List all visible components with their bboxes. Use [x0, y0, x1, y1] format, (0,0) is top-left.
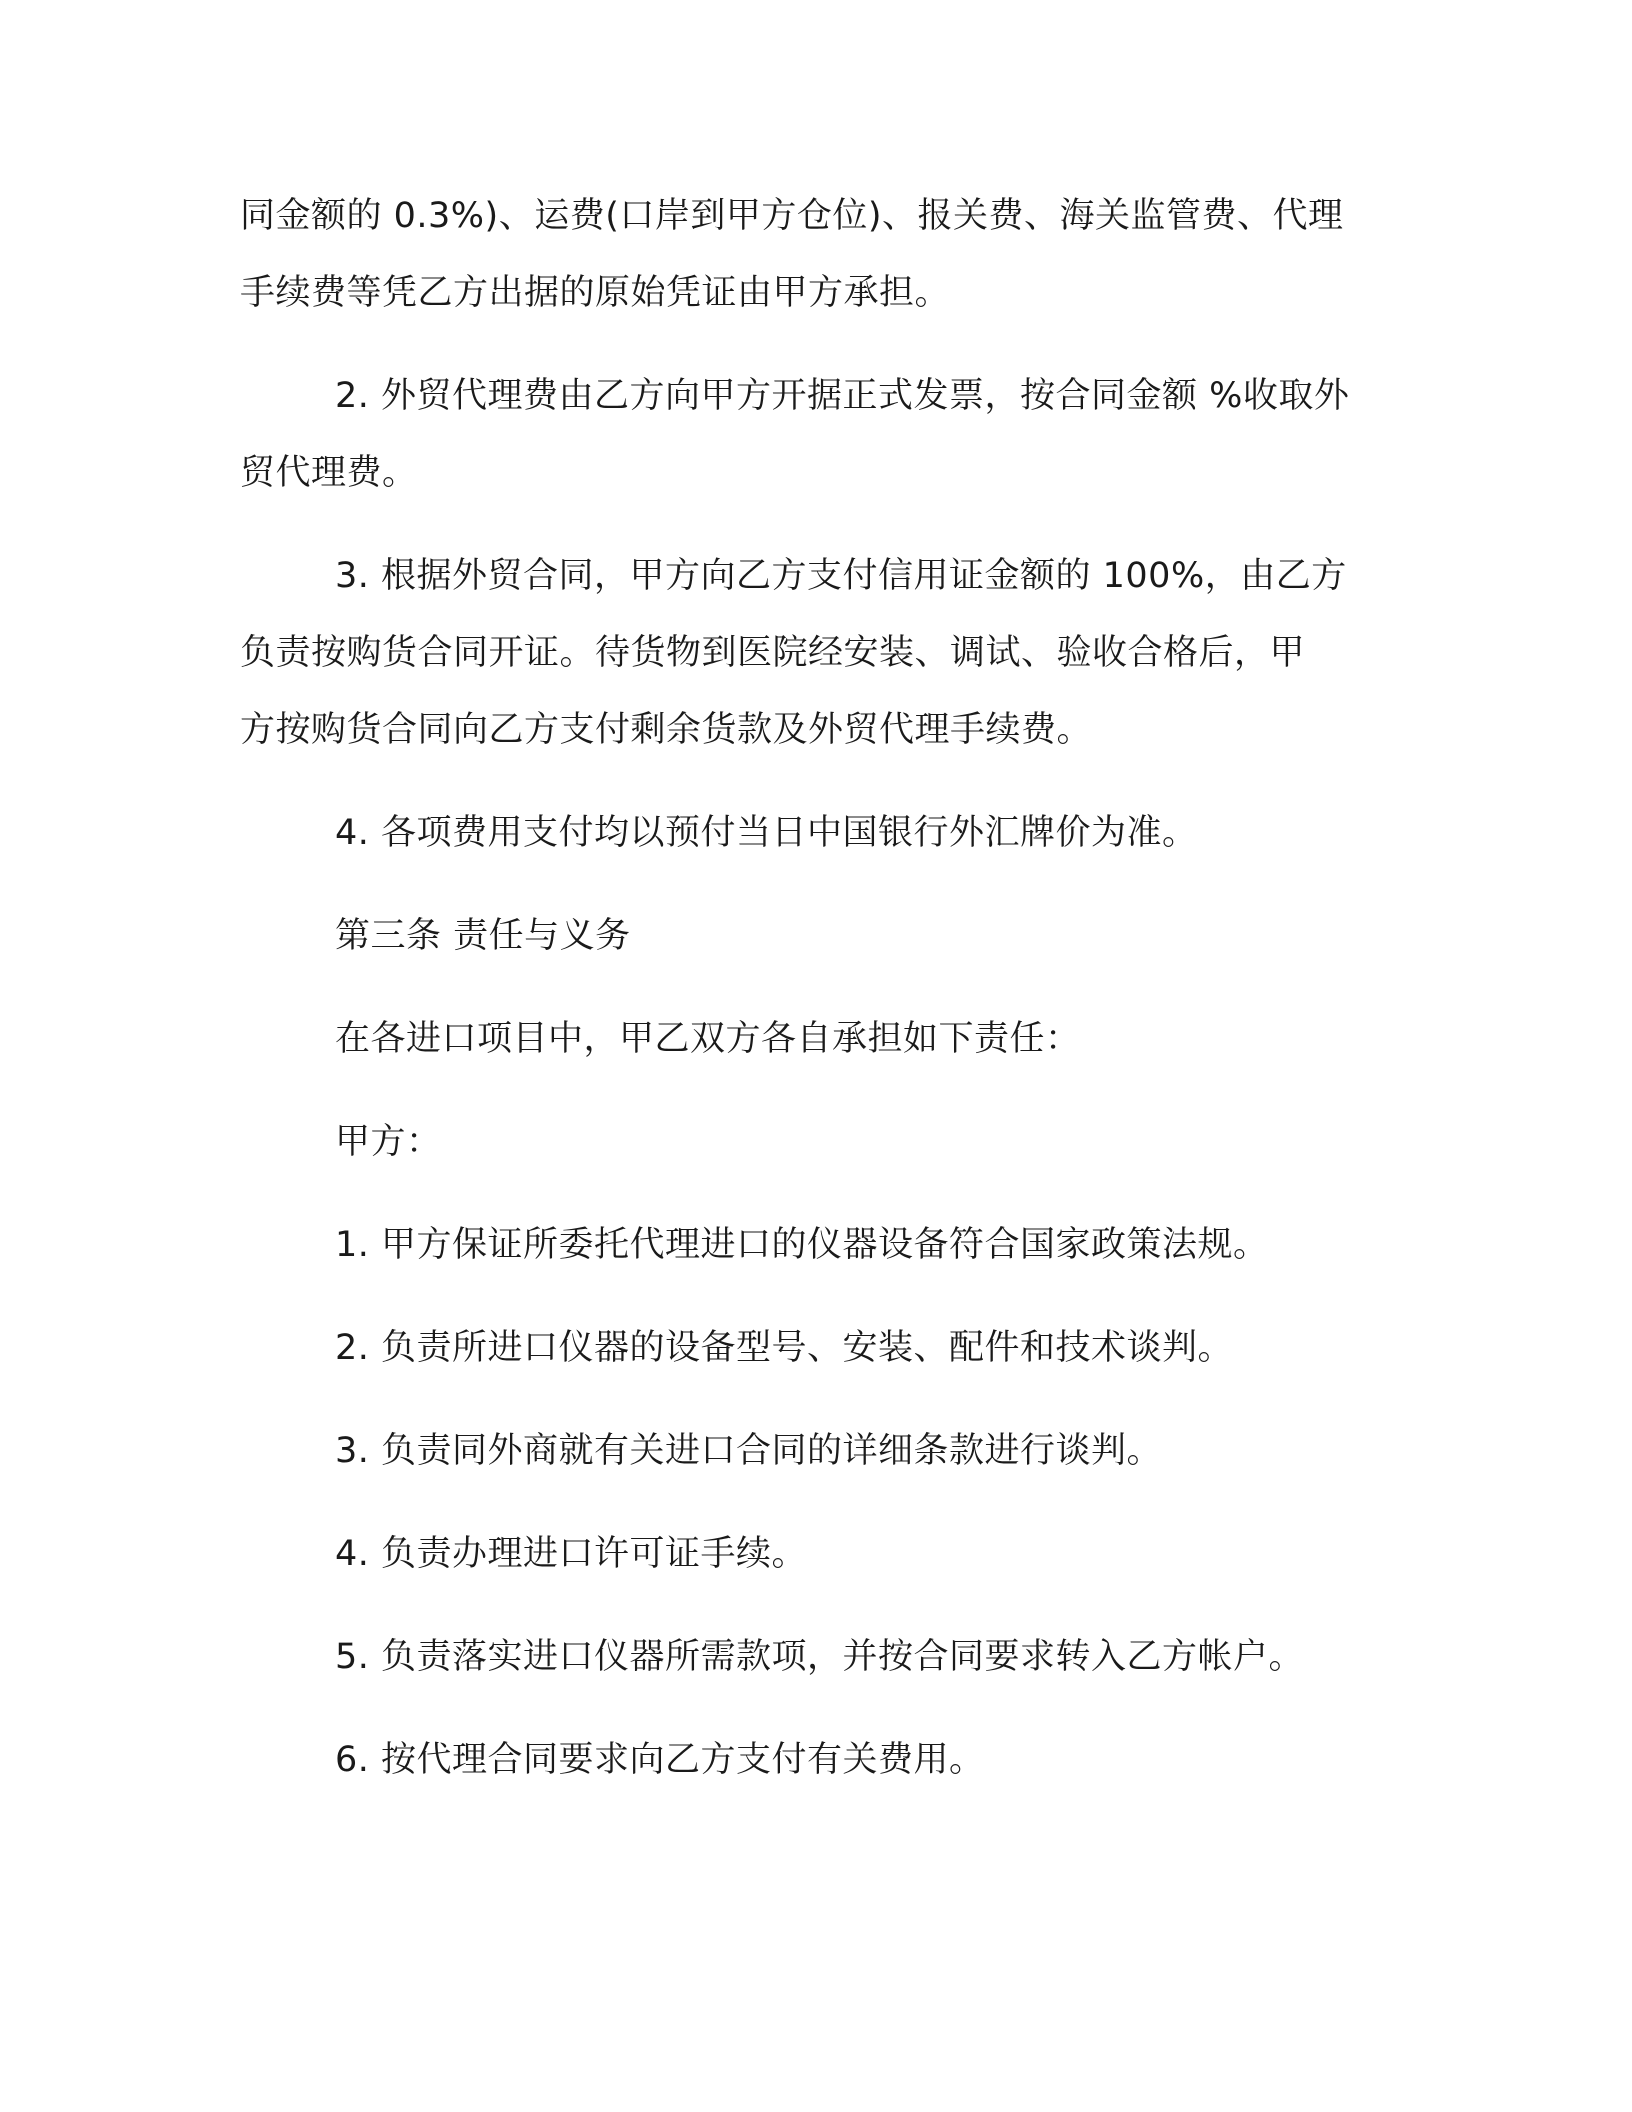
paragraph-2-line-1: 2. 外贸代理费由乙方向甲方开据正式发票，按合同金额 %收取外	[335, 376, 1350, 416]
party-a-item-1: 1. 甲方保证所委托代理进口的仪器设备符合国家政策法规。	[335, 1225, 1269, 1265]
paragraph-1-line-1: 同金额的 0.3%)、运费(口岸到甲方仓位)、报关费、海关监管费、代理	[240, 196, 1344, 236]
paragraph-2-line-2: 贸代理费。	[240, 453, 418, 493]
party-a-label: 甲方：	[335, 1122, 442, 1162]
paragraph-4: 4. 各项费用支付均以预付当日中国银行外汇牌价为准。	[335, 813, 1198, 853]
party-a-item-3: 3. 负责同外商就有关进口合同的详细条款进行谈判。	[335, 1431, 1163, 1471]
party-a-item-2: 2. 负责所进口仪器的设备型号、安装、配件和技术谈判。	[335, 1328, 1234, 1368]
article-3-heading: 第三条 责任与义务	[335, 916, 631, 956]
paragraph-3-line-2: 负责按购货合同开证。待货物到医院经安装、调试、验收合格后，甲	[240, 633, 1306, 673]
party-a-item-5: 5. 负责落实进口仪器所需款项，并按合同要求转入乙方帐户。	[335, 1637, 1305, 1677]
party-a-item-4: 4. 负责办理进口许可证手续。	[335, 1534, 808, 1574]
paragraph-3-line-3: 方按购货合同向乙方支付剩余货款及外贸代理手续费。	[240, 710, 1093, 750]
paragraph-3-line-1: 3. 根据外贸合同，甲方向乙方支付信用证金额的 100%，由乙方	[335, 556, 1347, 596]
article-3-intro: 在各进口项目中，甲乙双方各自承担如下责任：	[335, 1019, 1081, 1059]
party-a-item-6: 6. 按代理合同要求向乙方支付有关费用。	[335, 1740, 985, 1780]
paragraph-1-line-2: 手续费等凭乙方出据的原始凭证由甲方承担。	[240, 273, 951, 313]
